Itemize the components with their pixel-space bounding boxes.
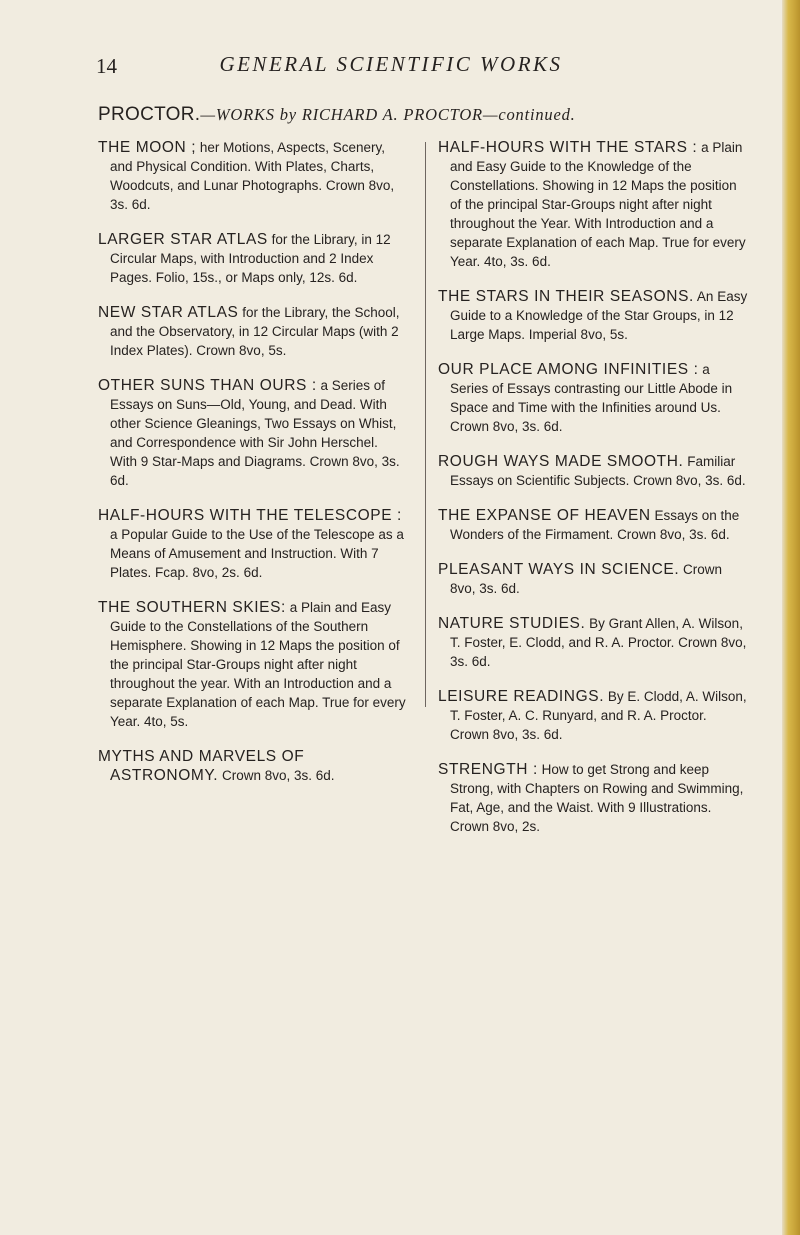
entry-description: Crown 8vo, 3s. 6d.	[218, 768, 335, 783]
entry-description: Familiar Essays on Scientific Subjects. Crown 8vo, 3s. 6d.	[450, 454, 746, 488]
catalog-entry	[438, 560, 748, 598]
entry-description: for the Library, the School, and the Observatory, in 12 Circular Maps (with 2 Index Plates). Crown 8vo, 5s.	[110, 305, 400, 358]
catalog-entry	[98, 138, 408, 214]
catalog-entry	[438, 760, 748, 836]
catalog-entry	[438, 360, 748, 436]
entry-description: for the Library, in 12 Circular Maps, with Introduction and 2 Index Pages. Folio, 15s., or Maps only, 12s. 6d.	[110, 232, 391, 285]
entry-title: OUR PLACE AMONG INFINITIES :	[438, 361, 699, 378]
entry-description: a Plain and Easy Guide to the Knowledge of the Constellations. Showing in 12 Maps the position of the principal Star-Groups night after night throughout the Year. With Introduction and a separate Explanation of each Map. True for every Year. 4to, 3s. 6d.	[450, 140, 746, 269]
entry-title: THE STARS IN THEIR SEASONS.	[438, 288, 694, 305]
entry-title: LARGER STAR ATLAS	[98, 231, 268, 248]
catalog-entry	[98, 747, 408, 785]
section-subtitle: —WORKS by RICHARD A. PROCTOR—continued.	[200, 105, 576, 124]
catalog-entry	[438, 506, 748, 544]
page-number: 14	[96, 54, 117, 78]
left-column	[98, 138, 408, 801]
entry-description: By E. Clodd, A. Wilson, T. Foster, A. C. Runyard, and R. A. Proctor. Crown 8vo, 3s. 6d.	[450, 689, 747, 742]
entry-description: her Motions, Aspects, Scenery, and Physical Condition. With Plates, Charts, Woodcuts, and Lunar Photographs. Crown 8vo, 3s. 6d.	[110, 140, 395, 212]
catalog-entry	[98, 506, 408, 582]
entry-title: LEISURE READINGS.	[438, 688, 605, 705]
entry-title: STRENGTH :	[438, 761, 538, 778]
section-heading	[98, 104, 576, 126]
entry-title: ROUGH WAYS MADE SMOOTH.	[438, 453, 684, 470]
entry-description: By Grant Allen, A. Wilson, T. Foster, E. Clodd, and R. A. Proctor. Crown 8vo, 3s. 6d.	[450, 616, 747, 669]
entry-description: a Series of Essays contrasting our Little Abode in Space and Time with the Infinities around Us. Crown 8vo, 3s. 6d.	[450, 362, 733, 434]
catalog-entry	[98, 230, 408, 287]
entry-description: a Plain and Easy Guide to the Constellations of the Southern Hemisphere. Showing in 12 Maps the position of the principal Star-Groups night after night throughout the year. With an Introduction and a separate Explanation of each Map. True for every Year. 4to, 5s.	[110, 600, 406, 729]
entry-title: NEW STAR ATLAS	[98, 304, 239, 321]
section-author: PROCTOR.	[98, 104, 201, 125]
catalog-entry	[438, 452, 748, 490]
entry-title: NATURE STUDIES.	[438, 615, 586, 632]
entry-description: a Series of Essays on Suns—Old, Young, and Dead. With other Science Gleanings, Two Essays on Whist, and Correspondence with Sir John Herschel. With 9 Star-Maps and Diagrams. Crown 8vo, 3s. 6d.	[110, 378, 400, 488]
entry-description: Essays on the Wonders of the Firmament. Crown 8vo, 3s. 6d.	[450, 508, 740, 542]
entry-title: HALF-HOURS WITH THE STARS :	[438, 139, 698, 156]
catalog-entry	[98, 303, 408, 360]
entry-title: THE MOON ;	[98, 139, 197, 156]
page-header	[0, 50, 782, 80]
catalog-entry	[98, 376, 408, 490]
entry-description: a Popular Guide to the Use of the Telescope as a Means of Amusement and Instruction. With 7 Plates. Fcap. 8vo, 2s. 6d.	[110, 527, 404, 580]
catalog-entry	[438, 138, 748, 271]
entry-title: HALF-HOURS WITH THE TELESCOPE :	[98, 507, 402, 524]
entry-title: THE EXPANSE OF HEAVEN	[438, 507, 651, 524]
catalog-entry	[438, 687, 748, 744]
entry-title: PLEASANT WAYS IN SCIENCE.	[438, 561, 680, 578]
right-column	[438, 138, 748, 852]
gilt-page-edge	[782, 0, 800, 1235]
column-divider	[425, 142, 426, 707]
entry-description: Crown 8vo, 3s. 6d.	[450, 562, 723, 596]
entry-title: MYTHS AND MARVELS OF ASTRONOMY.	[98, 748, 305, 784]
entry-title: THE SOUTHERN SKIES:	[98, 599, 286, 616]
entry-title: OTHER SUNS THAN OURS :	[98, 377, 317, 394]
catalog-entry	[438, 614, 748, 671]
entry-description: An Easy Guide to a Knowledge of the Star Groups, in 12 Large Maps. Imperial 8vo, 5s.	[450, 289, 748, 342]
entry-description: How to get Strong and keep Strong, with Chapters on Rowing and Swimming, Fat, Age, and the Waist. With 9 Illustrations. Crown 8vo, 2s.	[450, 762, 744, 834]
running-head: GENERAL SCIENTIFIC WORKS	[219, 52, 563, 76]
catalog-entry	[98, 598, 408, 731]
catalog-entry	[438, 287, 748, 344]
